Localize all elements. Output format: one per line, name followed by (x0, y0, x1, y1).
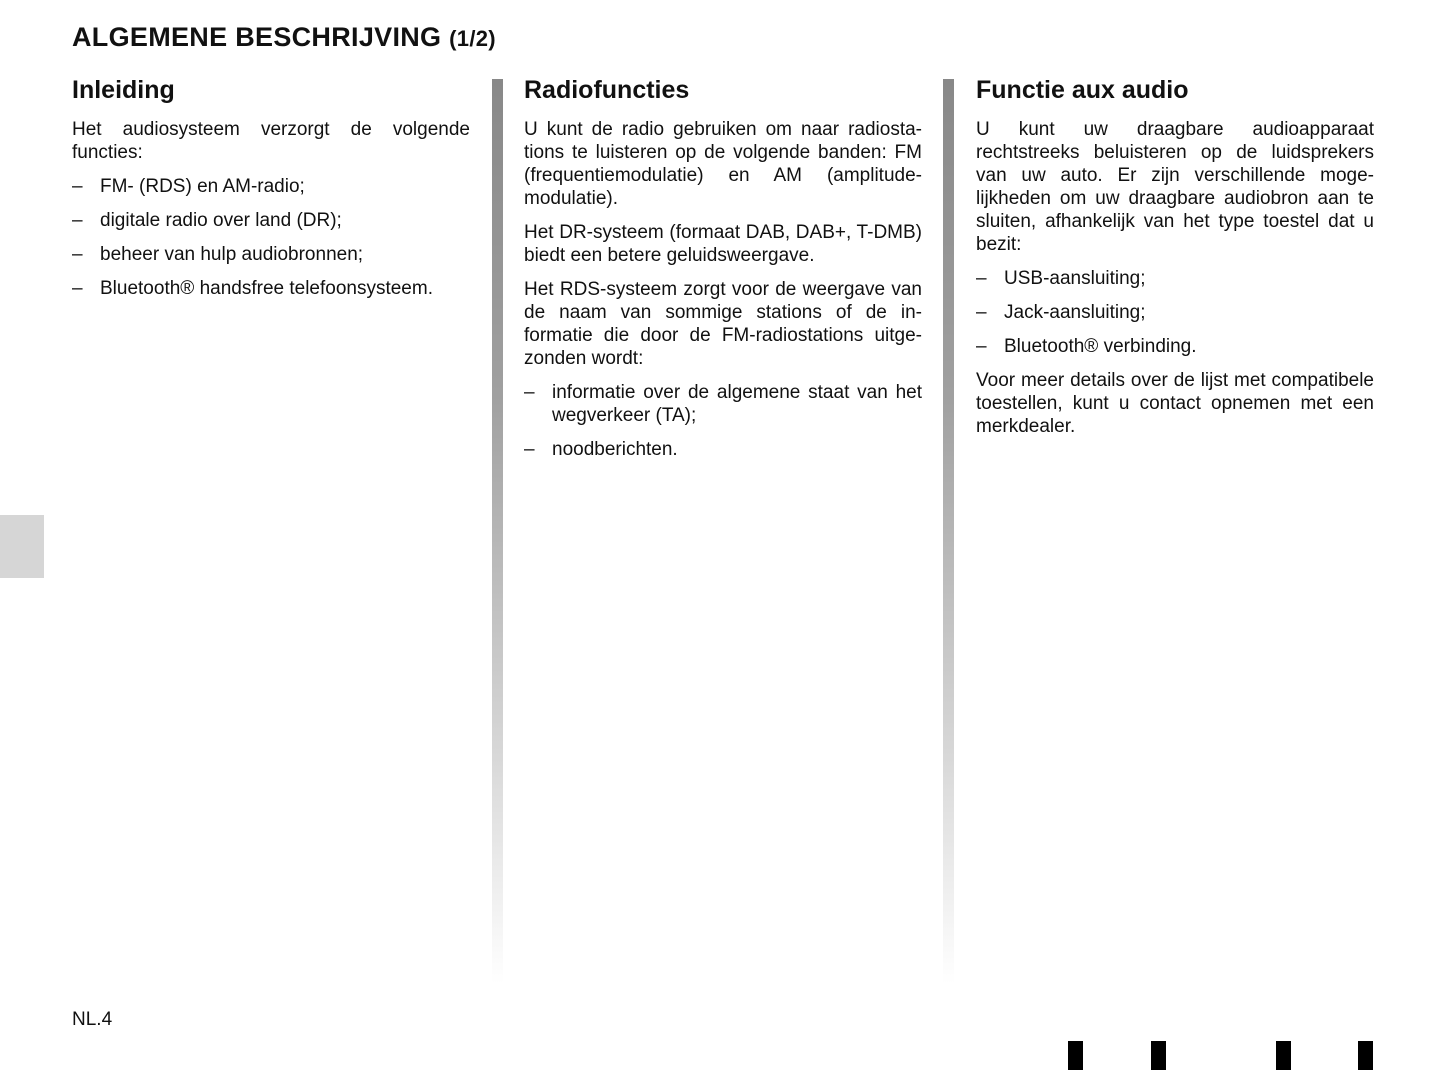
intro-paragraph: Het audiosysteem verzorgt de volgende functies: (72, 119, 470, 163)
dash-bullet: – (524, 382, 535, 403)
page-title-part: (1/2) (449, 26, 496, 51)
dash-bullet: – (976, 302, 987, 323)
feature-list (72, 175, 470, 300)
page-number: NL.4 (72, 1009, 113, 1030)
section-heading: Inleiding (72, 76, 175, 104)
list-item-text: Bluetooth® handsfree telefoonsysteem. (100, 278, 433, 299)
column-divider (492, 79, 503, 984)
column-divider (943, 79, 954, 984)
body-paragraph: Het DR-systeem (formaat DAB, DAB+, T-DMB) biedt een betere geluidsweergave. (524, 222, 922, 266)
list-item-text: noodberichten. (552, 439, 678, 460)
print-mark (1358, 1041, 1373, 1070)
dash-bullet: – (976, 268, 987, 289)
print-mark (1276, 1041, 1291, 1070)
list-item (976, 267, 1374, 290)
print-mark (1068, 1041, 1083, 1070)
list-item-text: USB-aansluiting; (1004, 268, 1146, 289)
list-item (72, 243, 470, 266)
list-item (72, 277, 470, 300)
list-item-text: informatie over de algemene staat van het wegverkeer (TA); (552, 382, 922, 426)
column-radiofuncties (524, 76, 922, 472)
feature-list (976, 267, 1374, 358)
print-mark (1151, 1041, 1166, 1070)
list-item-text: digitale radio over land (DR); (100, 210, 342, 231)
section-heading: Functie aux audio (976, 76, 1189, 104)
list-item (524, 381, 922, 427)
dash-bullet: – (72, 210, 83, 231)
feature-list (524, 381, 922, 461)
section-heading: Radiofuncties (524, 76, 690, 104)
list-item (976, 301, 1374, 324)
outro-paragraph: Voor meer details over de lijst met compatibele toestellen, kunt u contact opnemen met een merkdealer. (976, 370, 1374, 437)
dash-bullet: – (72, 244, 83, 265)
chapter-tab (0, 515, 44, 578)
page-title-main: ALGEMENE BESCHRIJVING (72, 22, 442, 52)
list-item-text: FM- (RDS) en AM-radio; (100, 176, 305, 197)
list-item-text: beheer van hulp audiobronnen; (100, 244, 364, 265)
list-item (524, 438, 922, 461)
dash-bullet: – (72, 278, 83, 299)
list-item-text: Jack-aansluiting; (1004, 302, 1146, 323)
dash-bullet: – (976, 336, 987, 357)
page-title (72, 22, 496, 53)
list-item-text: Bluetooth® verbinding. (1004, 336, 1197, 357)
list-item (976, 335, 1374, 358)
body-paragraph: Het RDS-systeem zorgt voor de weergave van de naam van sommige stations of de informatie die door de FM-radiostations uitgezonden wordt: (524, 279, 922, 369)
column-inleiding (72, 76, 470, 311)
body-paragraph: U kunt de radio gebruiken om naar radiostations te luisteren op de volgende banden: FM (frequentiemodulatie) en AM (amplitudemodulatie). (524, 119, 922, 209)
dash-bullet: – (524, 439, 535, 460)
list-item (72, 209, 470, 232)
intro-paragraph: U kunt uw draagbare audioapparaat rechtstreeks beluisteren op de luidsprekers van uw auto. Er zijn verschillende mogelijkheden om uw draagbare audiobron aan te sluiten, afhankelijk van het type toestel dat u bezit: (976, 119, 1374, 255)
list-item (72, 175, 470, 198)
dash-bullet: – (72, 176, 83, 197)
column-aux-audio (976, 76, 1374, 449)
